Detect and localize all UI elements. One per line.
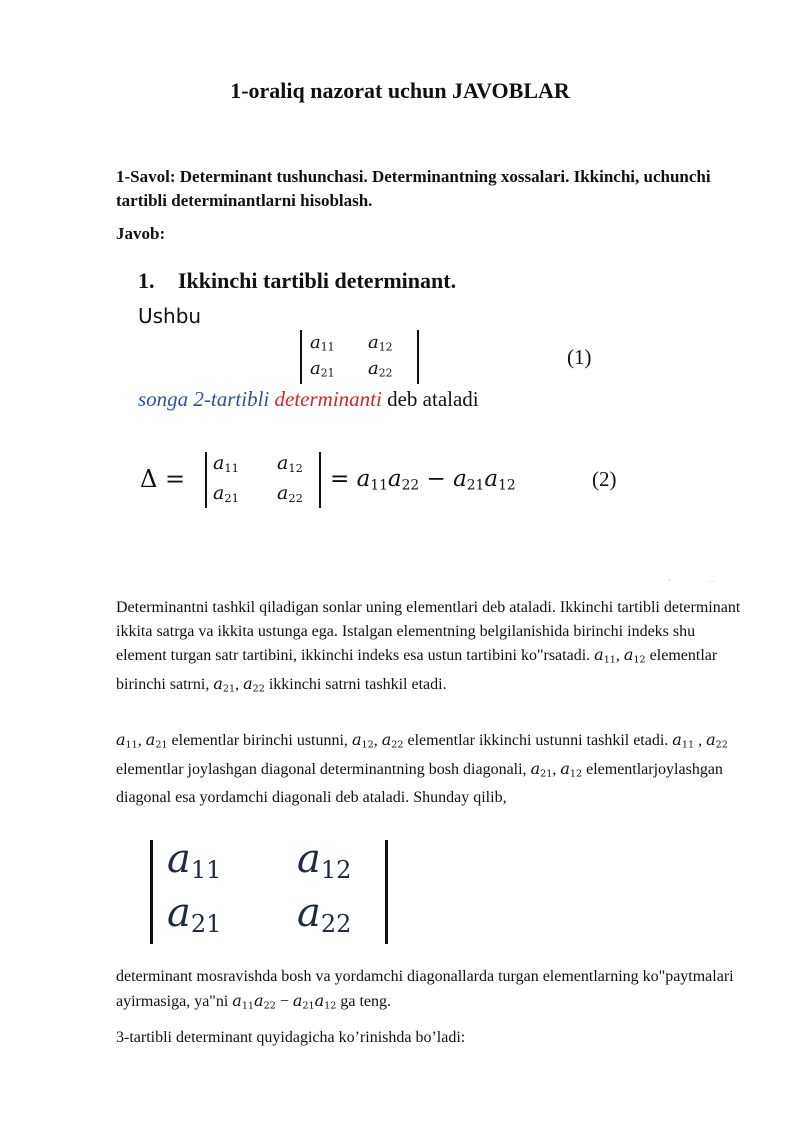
- section-title: Ikkinchi tartibli determinant.: [178, 268, 457, 293]
- answer-label: Javob:: [116, 224, 166, 243]
- paragraph-determinant-value: determinant mosravishda bosh va yordamchi diagonallarda turgan elementlarning ko"paytmalari ayirmasiga, ya"ni $a_{11}a_{22} - a_{21}a_{12}$ ga teng.: [116, 968, 734, 1011]
- element-a21: $a_{21}$: [167, 890, 222, 938]
- delta-symbol: Δ =: [140, 465, 186, 493]
- determinant-2x2-formula: [205, 452, 321, 508]
- element-a21: $a_{21}$: [213, 482, 239, 505]
- question-text: 1-Savol: Determinant tushunchasi. Determinantning xossalari. Ikkinchi, uchunchi tartibli determinantlarni hisoblash.: [116, 167, 711, 210]
- paragraph-diagonals: $a_{11}$, $a_{21}$ elementlar birinchi ustunni, $a_{12}$, $a_{22}$ elementlar ikkinchi ustunni tashkil etadi. $a_{11}$ , $a_{22}$ elementlar joylashgan diagonal determinantning bosh diagonali, $a_{21}$, $a_{12}$ elementlarjoylashgan diagonal esa yordamchi diagonali deb ataladi. Shunday qilib,: [116, 730, 728, 806]
- definition-line: [138, 387, 479, 412]
- definition-part-3: deb ataladi: [387, 387, 479, 411]
- element-a11: $a_{11}$: [310, 332, 335, 354]
- element-a22: $a_{22}$: [297, 890, 352, 938]
- element-a12: $a_{12}$: [297, 836, 352, 884]
- element-a11: $a_{11}$: [213, 452, 239, 475]
- paragraph-third-order: 3-tartibli determinant quyidagicha ko’rinishda bo’ladi:: [116, 1029, 466, 1046]
- equation-number-1: (1): [567, 345, 592, 369]
- paragraph-elements: Determinantni tashkil qiladigan sonlar uning elementlari deb ataladi. Ikkinchi tartibli determinant ikkita satrga va ikkita ustunga ega. Istalgan elementning belgilanishida birinchi indeks shu element turgan satr tartibini, ikkinchi indeks esa ustun tartibini ko"rsatadi. $a_{11}$, $a_{12}$ elementlar birinchi satrni, $a_{21}$, $a_{22}$ ikkinchi satrni tashkil etadi.: [116, 599, 741, 695]
- formula-rhs: = $a_{11}a_{22} - a_{21}a_{12}$: [330, 466, 516, 494]
- element-a11: $a_{11}$: [167, 836, 222, 884]
- element-a12: $a_{12}$: [368, 332, 393, 354]
- definition-highlight: determinanti: [274, 387, 382, 411]
- element-a21: $a_{21}$: [310, 358, 335, 380]
- element-a12: $a_{12}$: [277, 452, 303, 475]
- document-title: 1-oraliq nazorat uchun JAVOBLAR: [230, 78, 570, 103]
- scan-artifact: - . .: [668, 575, 715, 584]
- determinant-2x2-large: [150, 836, 388, 944]
- definition-part-1: songa 2-tartibli: [138, 387, 270, 411]
- intro-word: Ushbu: [138, 304, 202, 328]
- section-number: 1.: [138, 268, 155, 293]
- determinant-2x2-small: [300, 330, 419, 384]
- element-a22: $a_{22}$: [368, 358, 393, 380]
- section-heading: [138, 268, 456, 294]
- equation-number-2: (2): [592, 467, 617, 491]
- element-a22: $a_{22}$: [277, 482, 303, 505]
